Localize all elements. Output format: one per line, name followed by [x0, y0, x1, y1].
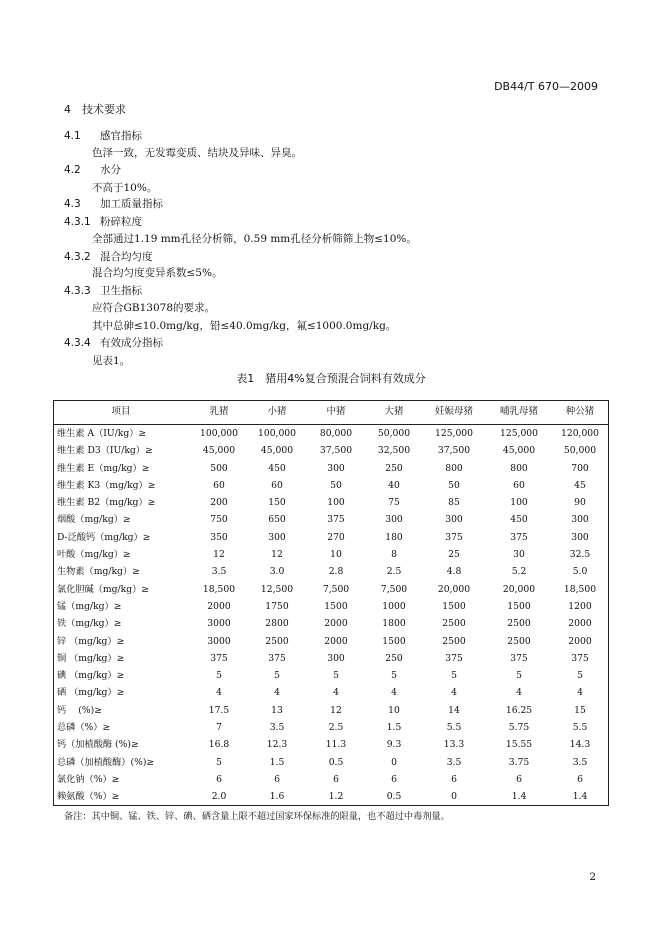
table-row — [53, 719, 609, 736]
value-cell: 3000 — [207, 618, 231, 630]
value-cell: 1.5 — [269, 756, 285, 768]
nutrient-name-cell: 钙（加植酸酶 (%)≥ — [57, 739, 139, 751]
value-cell: 30 — [513, 549, 525, 561]
value-cell: 1500 — [382, 635, 406, 647]
clause-title: 水分 — [100, 164, 121, 176]
nutrient-table — [53, 400, 609, 806]
value-cell: 10 — [388, 704, 400, 716]
value-cell: 300 — [445, 514, 463, 526]
header-item: 项目 — [53, 400, 189, 425]
value-cell: 2000 — [568, 635, 592, 647]
value-cell: 2800 — [265, 618, 289, 630]
value-cell: 2.5 — [386, 566, 402, 578]
value-cell: 350 — [210, 531, 228, 543]
nutrient-name-cell: 锰（mg/kg）≥ — [57, 600, 122, 612]
table-row — [53, 546, 609, 563]
value-cell: 4 — [451, 687, 457, 699]
value-cell: 4 — [391, 687, 397, 699]
value-cell: 2500 — [507, 635, 531, 647]
value-cell: 14 — [448, 704, 460, 716]
value-cell: 3.5 — [269, 722, 285, 734]
value-cell: 40 — [388, 479, 400, 491]
value-cell: 375 — [327, 514, 345, 526]
table-row — [53, 581, 609, 598]
header-stage: 乳猪 — [189, 400, 249, 425]
clause-number: 4.1 — [64, 130, 81, 142]
nutrient-name-cell: 总磷（%）≥ — [57, 722, 111, 734]
clause-title: 加工质量指标 — [100, 198, 163, 210]
value-cell: 1.4 — [572, 791, 588, 803]
value-cell: 90 — [574, 497, 586, 509]
value-cell: 37,500 — [437, 445, 471, 457]
clause-heading — [64, 335, 163, 350]
value-cell: 450 — [268, 462, 286, 474]
value-cell: 80,000 — [319, 428, 353, 439]
value-cell: 375 — [571, 652, 589, 664]
value-cell: 60 — [271, 479, 283, 491]
value-cell: 2.5 — [328, 722, 344, 734]
value-cell: 6 — [216, 773, 222, 785]
value-cell: 375 — [445, 531, 463, 543]
table-row — [53, 650, 609, 667]
value-cell: 1.6 — [269, 791, 285, 803]
value-cell: 100,000 — [200, 428, 238, 439]
value-cell: 300 — [571, 514, 589, 526]
value-cell: 12 — [330, 704, 342, 716]
value-cell: 375 — [445, 652, 463, 664]
value-cell: 7 — [216, 722, 222, 734]
value-cell: 25 — [448, 549, 460, 561]
value-cell: 2500 — [442, 635, 466, 647]
nutrient-name-cell: D-泛酸钙（mg/kg）≥ — [57, 531, 151, 543]
value-cell: 375 — [268, 652, 286, 664]
value-cell: 0.5 — [328, 756, 344, 768]
value-cell: 5.75 — [508, 722, 530, 734]
value-cell: 13.3 — [443, 739, 465, 751]
table-title: 表1 猪用4%复合预混合饲料有效成分 — [236, 372, 426, 385]
table-row — [53, 442, 609, 459]
clause-text: 其中总砷≤10.0mg/kg，铅≤40.0mg/kg，氟≤1000.0mg/kg。 — [92, 320, 397, 332]
nutrient-name-cell: 维生素 B2（mg/kg）≥ — [57, 497, 156, 509]
value-cell: 5 — [216, 756, 222, 768]
value-cell: 2.8 — [328, 566, 344, 578]
nutrient-name-cell: 铁（mg/kg）≥ — [57, 618, 122, 630]
value-cell: 270 — [327, 531, 345, 543]
value-cell: 1.5 — [386, 722, 402, 734]
value-cell: 18,500 — [202, 583, 236, 595]
value-cell: 17.5 — [208, 704, 230, 716]
value-cell: 45,000 — [202, 445, 236, 457]
value-cell: 800 — [445, 462, 463, 474]
nutrient-name-cell: 维生素 K3（mg/kg）≥ — [57, 479, 156, 491]
nutrient-name-cell: 叶酸（mg/kg）≥ — [57, 549, 131, 561]
value-cell: 15.55 — [505, 739, 533, 751]
value-cell: 0 — [391, 756, 397, 768]
clause-text: 色泽一致，无发霉变质、结块及异味、异臭。 — [92, 147, 302, 159]
value-cell: 4.8 — [446, 566, 462, 578]
nutrient-name-cell: 烟酸（mg/kg）≥ — [57, 514, 131, 526]
nutrient-name-cell: 氯化钠（%）≥ — [57, 773, 120, 785]
clause-title: 感官指标 — [100, 130, 142, 142]
value-cell: 200 — [210, 497, 228, 509]
value-cell: 3.5 — [572, 756, 588, 768]
table-row — [53, 494, 609, 511]
clause-title: 有效成分指标 — [100, 337, 163, 349]
clause-title: 混合均匀度 — [100, 251, 153, 263]
value-cell: 5 — [274, 670, 280, 682]
value-cell: 2000 — [324, 618, 348, 630]
value-cell: 6 — [391, 773, 397, 785]
clause-text: 混合均匀度变异系数≤5%。 — [92, 267, 223, 279]
value-cell: 3.0 — [269, 566, 285, 578]
value-cell: 120,000 — [561, 428, 599, 439]
table-row — [53, 702, 609, 719]
value-cell: 75 — [388, 497, 400, 509]
nutrient-name-cell: 赖氨酸（%）≥ — [57, 791, 120, 803]
value-cell: 300 — [327, 652, 345, 664]
value-cell: 12 — [213, 549, 225, 561]
table-row — [53, 460, 609, 477]
clause-text: 应符合GB13078的要求。 — [92, 302, 216, 314]
value-cell: 16.8 — [208, 739, 230, 751]
header-stage: 小猪 — [249, 400, 305, 425]
nutrient-name-cell: 维生素 E（mg/kg）≥ — [57, 462, 150, 474]
nutrient-name-cell: 维生素 D3（IU/kg）≥ — [57, 445, 153, 457]
value-cell: 1200 — [568, 600, 592, 612]
value-cell: 650 — [268, 514, 286, 526]
clause-title: 卫生指标 — [100, 285, 142, 297]
header-stage: 哺乳母猪 — [487, 400, 551, 425]
clause-number: 4.2 — [64, 164, 81, 176]
table-note: 备注：其中铜、锰、铁、锌、碘、硒含量上限不超过国家环保标准的限量，也不超过中毒剂量。 — [64, 811, 450, 822]
document-id: DB44/T 670—2009 — [494, 80, 598, 93]
value-cell: 2000 — [207, 600, 231, 612]
value-cell: 3.5 — [446, 756, 462, 768]
value-cell: 250 — [385, 652, 403, 664]
value-cell: 18,500 — [563, 583, 597, 595]
clause-number: 4.3.4 — [64, 337, 91, 349]
value-cell: 2000 — [568, 618, 592, 630]
table-row — [53, 425, 609, 443]
value-cell: 2500 — [265, 635, 289, 647]
value-cell: 100,000 — [258, 428, 296, 439]
value-cell: 12.3 — [266, 739, 288, 751]
clause-number: 4.3.3 — [64, 285, 91, 297]
value-cell: 500 — [210, 462, 228, 474]
table-row — [53, 667, 609, 684]
value-cell: 125,000 — [435, 428, 473, 439]
clause-heading — [64, 196, 163, 211]
table-row — [53, 754, 609, 771]
nutrient-name-cell: 氯化胆碱（mg/kg）≥ — [57, 583, 149, 595]
value-cell: 6 — [274, 773, 280, 785]
value-cell: 300 — [327, 462, 345, 474]
value-cell: 3.5 — [211, 566, 227, 578]
table-row — [53, 529, 609, 546]
nutrient-name-cell: 总磷（加植酸酶）(%)≥ — [57, 756, 155, 768]
nutrient-name-cell: 硒 （mg/kg）≥ — [57, 687, 125, 699]
table-row — [53, 684, 609, 701]
value-cell: 4 — [333, 687, 339, 699]
value-cell: 12,500 — [260, 583, 294, 595]
nutrient-name-cell: 碘 （mg/kg）≥ — [57, 670, 125, 682]
value-cell: 6 — [333, 773, 339, 785]
value-cell: 5 — [391, 670, 397, 682]
value-cell: 100 — [510, 497, 528, 509]
value-cell: 6 — [577, 773, 583, 785]
value-cell: 1.2 — [328, 791, 344, 803]
value-cell: 375 — [510, 652, 528, 664]
table-body — [53, 425, 609, 806]
table-row — [53, 736, 609, 753]
value-cell: 2000 — [324, 635, 348, 647]
value-cell: 300 — [385, 514, 403, 526]
clause-number: 4.3.1 — [64, 216, 91, 228]
value-cell: 32,500 — [377, 445, 411, 457]
header-stage: 中猪 — [305, 400, 367, 425]
value-cell: 60 — [513, 479, 525, 491]
clause-heading — [64, 214, 142, 229]
nutrient-name-cell: 生物素（mg/kg）≥ — [57, 566, 140, 578]
table-row — [53, 563, 609, 580]
value-cell: 1500 — [442, 600, 466, 612]
value-cell: 15 — [574, 704, 586, 716]
value-cell: 700 — [571, 462, 589, 474]
header-stage: 种公猪 — [551, 400, 609, 425]
table-row — [53, 511, 609, 528]
value-cell: 4 — [577, 687, 583, 699]
value-cell: 1750 — [265, 600, 289, 612]
value-cell: 10 — [330, 549, 342, 561]
value-cell: 0.5 — [386, 791, 402, 803]
value-cell: 300 — [268, 531, 286, 543]
clause-heading — [64, 249, 153, 264]
value-cell: 5 — [333, 670, 339, 682]
value-cell: 9.3 — [386, 739, 402, 751]
value-cell: 100 — [327, 497, 345, 509]
value-cell: 4 — [274, 687, 280, 699]
value-cell: 2500 — [442, 618, 466, 630]
value-cell: 45 — [574, 479, 586, 491]
nutrient-name-cell: 铜 （mg/kg）≥ — [57, 652, 125, 664]
value-cell: 14.3 — [569, 739, 591, 751]
value-cell: 5.5 — [572, 722, 588, 734]
value-cell: 150 — [268, 497, 286, 509]
page-number: 2 — [589, 871, 596, 883]
value-cell: 13 — [271, 704, 283, 716]
value-cell: 5 — [451, 670, 457, 682]
value-cell: 1800 — [382, 618, 406, 630]
value-cell: 375 — [210, 652, 228, 664]
clause-number: 4.3.2 — [64, 251, 91, 263]
value-cell: 5.2 — [511, 566, 527, 578]
value-cell: 20,000 — [437, 583, 471, 595]
clause-heading — [64, 283, 142, 298]
value-cell: 5 — [216, 670, 222, 682]
value-cell: 45,000 — [502, 445, 536, 457]
table-row — [53, 788, 609, 805]
value-cell: 85 — [448, 497, 460, 509]
table-row — [53, 477, 609, 494]
value-cell: 8 — [391, 549, 397, 561]
value-cell: 7,500 — [380, 583, 408, 595]
value-cell: 11.3 — [325, 739, 347, 751]
value-cell: 60 — [213, 479, 225, 491]
value-cell: 4 — [516, 687, 522, 699]
value-cell: 45,000 — [260, 445, 294, 457]
header-stage: 妊娠母猪 — [421, 400, 487, 425]
value-cell: 300 — [571, 531, 589, 543]
section-heading: 4 技术要求 — [64, 103, 126, 116]
value-cell: 1000 — [382, 600, 406, 612]
value-cell: 250 — [385, 462, 403, 474]
header-stage: 大猪 — [367, 400, 421, 425]
value-cell: 12 — [271, 549, 283, 561]
table-header-row — [53, 400, 609, 425]
value-cell: 450 — [510, 514, 528, 526]
value-cell: 1500 — [507, 600, 531, 612]
value-cell: 5 — [516, 670, 522, 682]
clause-number: 4.3 — [64, 198, 81, 210]
clause-text: 见表1。 — [92, 355, 131, 367]
value-cell: 5.5 — [446, 722, 462, 734]
value-cell: 3000 — [207, 635, 231, 647]
value-cell: 1500 — [324, 600, 348, 612]
value-cell: 6 — [516, 773, 522, 785]
clause-heading — [64, 162, 121, 177]
nutrient-name-cell: 维生素 A（IU/kg）≥ — [57, 428, 147, 439]
value-cell: 375 — [510, 531, 528, 543]
value-cell: 37,500 — [319, 445, 353, 457]
clause-title: 粉碎粒度 — [100, 216, 142, 228]
value-cell: 180 — [385, 531, 403, 543]
value-cell: 800 — [510, 462, 528, 474]
value-cell: 50 — [448, 479, 460, 491]
value-cell: 5 — [577, 670, 583, 682]
value-cell: 1.4 — [511, 791, 527, 803]
clause-text: 不高于10%。 — [92, 182, 158, 194]
nutrient-name-cell: 钙 (%)≥ — [57, 704, 102, 716]
table-row — [53, 771, 609, 788]
value-cell: 2500 — [507, 618, 531, 630]
table-row — [53, 598, 609, 615]
value-cell: 6 — [451, 773, 457, 785]
value-cell: 50,000 — [377, 428, 411, 439]
value-cell: 50 — [330, 479, 342, 491]
value-cell: 7,500 — [322, 583, 350, 595]
value-cell: 5.0 — [572, 566, 588, 578]
value-cell: 20,000 — [502, 583, 536, 595]
clause-heading — [64, 128, 142, 143]
value-cell: 2.0 — [211, 791, 227, 803]
value-cell: 32.5 — [569, 549, 591, 561]
value-cell: 125,000 — [500, 428, 538, 439]
value-cell: 0 — [451, 791, 457, 803]
value-cell: 3.75 — [508, 756, 530, 768]
value-cell: 4 — [216, 687, 222, 699]
clause-text: 全部通过1.19 mm孔径分析筛，0.59 mm孔径分析筛筛上物≤10%。 — [92, 233, 417, 245]
value-cell: 750 — [210, 514, 228, 526]
table-row — [53, 615, 609, 632]
nutrient-name-cell: 锌 （mg/kg）≥ — [57, 635, 125, 647]
value-cell: 16.25 — [505, 704, 533, 716]
table-row — [53, 633, 609, 650]
value-cell: 50,000 — [563, 445, 597, 457]
